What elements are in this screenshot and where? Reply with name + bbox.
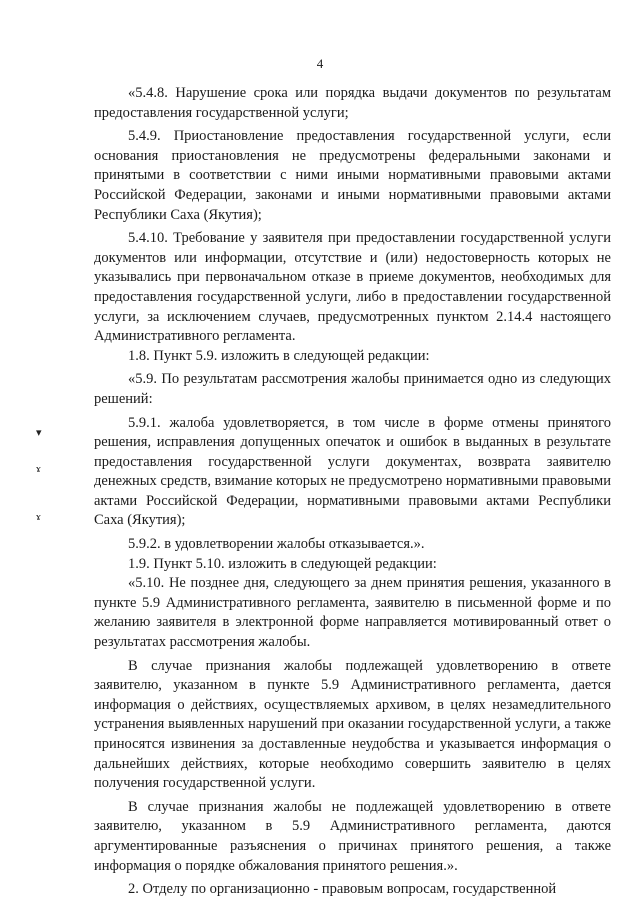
page-number: 4 [316,56,324,71]
paragraph-rejected-response: В случае признания жалобы не подлежащей удовлетворению в ответе заявителю, указанном в 5.9 Административного регламента, даются аргументированные разъяснения о причинах принятого решения, а также информация о порядке обжалования принятого решения.». [94,798,611,874]
paragraph-5-10: «5.10. Не позднее дня, следующего за днем принятия решения, указанного в пункте 5.9 Административного регламента, заявителю в письменной форме и по желанию заявителя в электронной форме направляется мотивированный ответ о результатах рассмотрения жалобы. [94,575,611,651]
paragraph-5-9-1: 5.9.1. жалоба удовлетворяется, в том числе в форме отмены принятого решения, исправления допущенных опечаток и ошибок в выданных в результате предоставления государственной услуги документах, возврата заявителю денежных средств, взимание которых не предусмотрено нормативными правовыми актами Российской Федерации, нормативными правовыми актами Республики Саха (Якутия); [94,414,611,529]
paragraph-5-4-9: 5.4.9. Приостановление предоставления государственной услуги, если основания приостановления не предусмотрены федеральными законами и принятыми в соответствии с ними иными нормативными правовыми актами Российской Федерации, законами и иными нормативными правовыми актами Республики Саха (Якутия); [94,128,611,223]
paragraph-satisfied-response: В случае признания жалобы подлежащей удовлетворению в ответе заявителю, указанном в пункте 5.9 Административного регламента, дается информация о действиях, осуществляемых архивом, в целях незамедлительного устранения выявленных нарушений при оказании государственной услуги, а также приносятся извинения за доставленные неудобства и указывается информация о дальнейших действиях, которые необходимо совершить заявителю в целях получения государственной услуги. [94,657,611,792]
paragraph-1-9: 1.9. Пункт 5.10. изложить в следующей редакции: [128,555,437,572]
paragraph-1-8: 1.8. Пункт 5.9. изложить в следующей редакции: [128,347,430,364]
paragraph-5-9: «5.9. По результатам рассмотрения жалобы принимается одно из следующих решений: [94,371,611,407]
document-body [94,84,611,900]
paragraph-5-9-2: 5.9.2. в удовлетворении жалобы отказывается.». [128,536,425,553]
margin-mark: ▾ [36,427,42,439]
paragraph-5-4-8: «5.4.8. Нарушение срока или порядка выдачи документов по результатам предоставления государственной услуги; [94,85,611,121]
paragraph-5-4-10: 5.4.10. Требование у заявителя при предоставлении государственной услуги документов или информации, отсутствие и (или) недостоверность которых не указывались при первоначальном отказе в приеме документов, необходимых для предоставления государственной услуги, либо в предоставлении государственной услуги, за исключением случаев, предусмотренных пунктом 2.14.4 настоящего Административного регламента. [94,230,611,345]
margin-mark: ɤ [36,511,41,523]
paragraph-section-2: 2. Отделу по организационно - правовым вопросам, государственной [128,881,557,898]
margin-mark: ɤ [36,463,41,475]
